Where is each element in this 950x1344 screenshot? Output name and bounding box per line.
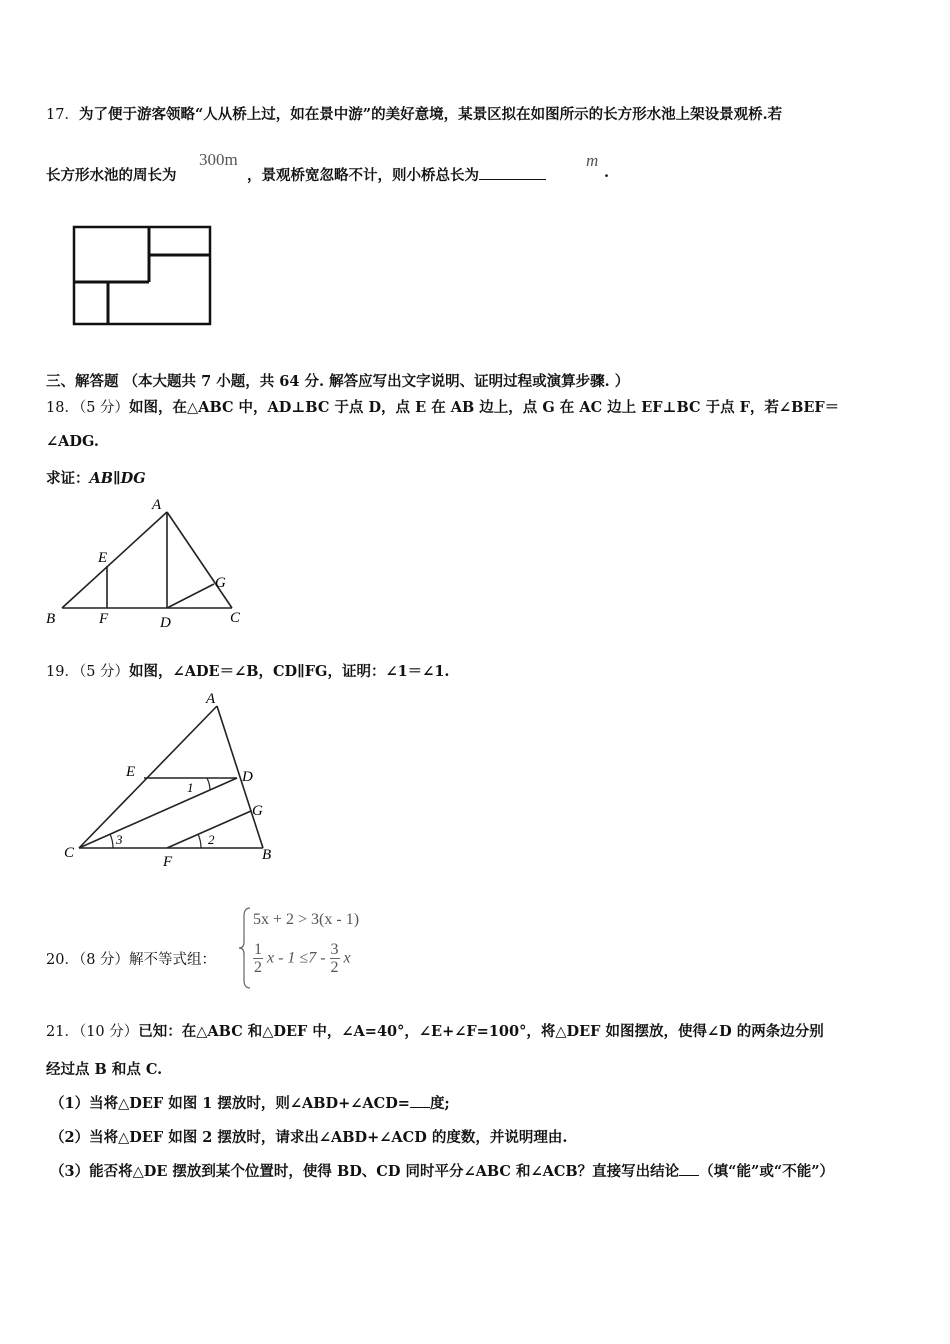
pool-outline bbox=[74, 227, 210, 324]
q19-label-B: B bbox=[262, 847, 272, 863]
q19-figure bbox=[55, 686, 285, 871]
q20-ineq2-end: x bbox=[343, 949, 351, 967]
q21-part3 bbox=[50, 1160, 834, 1181]
q17-line2-b: ，景观桥宽忽略不计，则小桥总长为 bbox=[247, 167, 479, 184]
q20-ineq2 bbox=[253, 941, 351, 976]
q18-figure bbox=[40, 494, 250, 634]
q21-line1 bbox=[46, 1020, 824, 1041]
q18-line1-text: 如图，在△ABC 中，AD⊥BC 于点 D，点 E 在 AB 边上，点 G 在 AC 边上 EF⊥BC 于点 F，若∠BEF＝ bbox=[129, 399, 840, 416]
q19-label-A: A bbox=[206, 691, 216, 707]
q19-label-F: F bbox=[163, 854, 173, 870]
q20-frac2-den: 2 bbox=[330, 959, 339, 976]
q19-text: 如图，∠ADE＝∠B，CD∥FG，证明：∠1＝∠1. bbox=[129, 663, 450, 680]
q18-prove bbox=[46, 467, 146, 488]
q18-label-B: B bbox=[46, 611, 56, 627]
q18-line1 bbox=[46, 396, 839, 417]
q21-part1-a: （1）当将△DEF 如图 1 摆放时，则∠ABD+∠ACD= bbox=[50, 1095, 410, 1112]
q19-label-D: D bbox=[242, 769, 253, 785]
q21-line1-text: 已知：在△ABC 和△DEF 中，∠A=40°，∠E+∠F=100°，将△DEF 如图摆放，使得∠D 的两条边分别 bbox=[138, 1023, 824, 1040]
q17-line1-text: 为了便于游客领略“人从桥上过，如在景中游”的美好意境，某景区拟在如图所示的长方形水池上架设景观桥.若 bbox=[78, 106, 783, 123]
q20-brace bbox=[238, 906, 252, 990]
q18-score: （5 分） bbox=[78, 400, 130, 416]
q19-number: 19． bbox=[46, 664, 79, 680]
q19-angle-1: 1 bbox=[187, 780, 194, 795]
q21-line2: 经过点 B 和点 C. bbox=[46, 1061, 163, 1078]
q17-end: . bbox=[604, 164, 610, 181]
q18-label-D: D bbox=[160, 615, 171, 631]
q18-line2: ∠ADG. bbox=[46, 433, 99, 450]
q21-number: 21． bbox=[46, 1024, 79, 1040]
q20-ineq2-mid: x - 1 ≤7 - bbox=[267, 949, 326, 967]
q20-ineq1: 5x + 2 > 3(x - 1) bbox=[253, 911, 360, 928]
q20-frac1-den: 2 bbox=[254, 959, 262, 976]
q17-perimeter: 300m bbox=[199, 150, 238, 169]
q17-line2-a: 长方形水池的周长为 bbox=[46, 167, 177, 184]
q18-label-G: G bbox=[215, 575, 226, 591]
q18-label-E: E bbox=[98, 550, 108, 566]
q19-score: （5 分） bbox=[78, 664, 130, 680]
q20-text: 解不等式组： bbox=[129, 952, 217, 968]
q17-line2-rest bbox=[247, 164, 546, 185]
q19-label-G: G bbox=[252, 803, 263, 819]
q18-prove-label: 求证： bbox=[46, 470, 90, 487]
q17-number: 17． bbox=[46, 107, 79, 123]
q20-frac1-num: 1 bbox=[254, 941, 262, 958]
q17-figure bbox=[66, 222, 216, 332]
q19-line bbox=[46, 660, 449, 681]
q17-unit: m bbox=[586, 151, 599, 170]
q20-score: （8 分） bbox=[78, 952, 130, 968]
q19-label-C: C bbox=[64, 845, 75, 861]
q20-number: 20． bbox=[46, 952, 79, 968]
q19-angle-2: 2 bbox=[208, 832, 215, 847]
q19-angle-3: 3 bbox=[116, 832, 123, 847]
q21-score: （10 分） bbox=[78, 1024, 139, 1040]
q20-frac2-num: 3 bbox=[330, 941, 339, 958]
q18-label-C: C bbox=[230, 610, 241, 626]
q21-part2: （2）当将△DEF 如图 2 摆放时，请求出∠ABD+∠ACD 的度数，并说明理由. bbox=[50, 1129, 568, 1146]
q17-answer-blank[interactable] bbox=[479, 165, 546, 180]
q21-part3-a: （3）能否将△DE 摆放到某个位置时，使得 BD、CD 同时平分∠ABC 和∠ACB？直接写出结论 bbox=[50, 1163, 680, 1180]
q21-part1 bbox=[50, 1092, 450, 1113]
section3-heading: 三、解答题 （本大题共 7 小题，共 64 分. 解答应写出文字说明、证明过程或演算步骤. ） bbox=[46, 373, 630, 390]
q21-part1-blank[interactable] bbox=[410, 1093, 430, 1108]
q19-label-E: E bbox=[126, 764, 136, 780]
q18-label-F: F bbox=[99, 611, 109, 627]
q18-number: 18． bbox=[46, 400, 79, 416]
q21-part1-b: 度; bbox=[429, 1095, 450, 1112]
q17-line1 bbox=[46, 103, 782, 124]
q21-part3-b: （填“能”或“不能”） bbox=[699, 1163, 835, 1180]
q21-part3-blank[interactable] bbox=[679, 1161, 699, 1176]
q18-label-A: A bbox=[152, 497, 162, 513]
q17-line2 bbox=[46, 164, 177, 185]
q18-prove-target: AB∥DG bbox=[89, 470, 146, 487]
q20-line bbox=[46, 948, 216, 969]
